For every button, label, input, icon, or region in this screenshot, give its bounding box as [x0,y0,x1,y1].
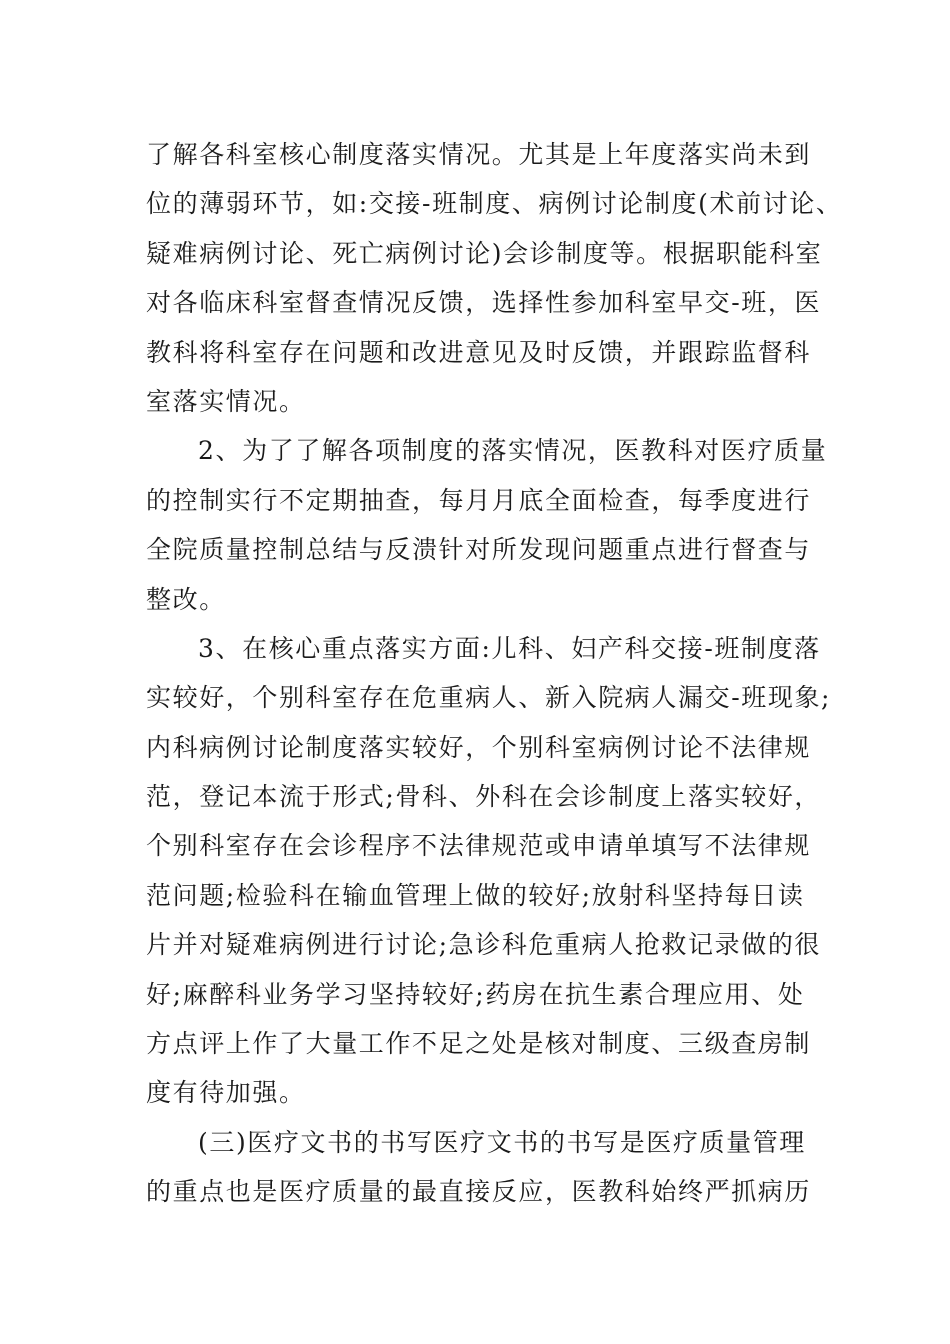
text-line: 方点评上作了大量工作不足之处是核对制度、三级查房制 [146,1029,812,1059]
text-line: 度有待加强。 [146,1078,306,1108]
text-line: 了解各科室核心制度落实情况。尤其是上年度落实尚未到 [146,140,812,169]
text-line: 范问题;检验科在输血管理上做的较好;放射科坚持每日读 [146,880,805,910]
text-line: 的控制实行不定期抽查，每月月底全面检查，每季度进行 [146,485,812,515]
section-heading-line: (三)医疗文书的书写医疗文书的书写是医疗质量管理 [198,1127,806,1157]
paragraph-start-line: 2、为了了解各项制度的落实情况，医教科对医疗质量 [198,436,828,466]
text-line: 疑难病例讨论、死亡病例讨论)会诊制度等。根据职能科室 [146,238,823,268]
text-line: 室落实情况。 [146,386,306,416]
text-line: 整改。 [146,584,226,614]
text-line: 位的薄弱环节，如:交接-班制度、病例讨论制度(术前讨论、 [146,189,843,219]
text-line: 对各临床科室督查情况反馈，选择性参加科室早交-班，医 [146,288,822,318]
paragraph-start-line: 3、在核心重点落实方面:儿科、妇产科交接-班制度落 [198,633,821,663]
text-line: 范，登记本流于形式;骨科、外科在会诊制度上落实较好， [146,782,822,812]
text-line: 内科病例讨论制度落实较好，个别科室病例讨论不法律规 [146,732,812,762]
text-line: 片并对疑难病例进行讨论;急诊科危重病人抢救记录做的很 [146,930,822,960]
text-line: 全院质量控制总结与反溃针对所发现问题重点进行督查与 [146,535,812,565]
text-line: 的重点也是医疗质量的最直接反应，医教科始终严抓病历 [146,1177,812,1207]
text-line: 个别科室存在会诊程序不法律规范或申请单填写不法律规 [146,831,812,861]
text-line: 实较好，个别科室存在危重病人、新入院病人漏交-班现象; [146,683,832,713]
text-line: 教科将科室存在问题和改进意见及时反馈，并跟踪监督科 [146,337,812,367]
text-line: 好;麻醉科业务学习坚持较好;药房在抗生素合理应用、处 [146,979,805,1009]
body-text [146,130,843,1217]
